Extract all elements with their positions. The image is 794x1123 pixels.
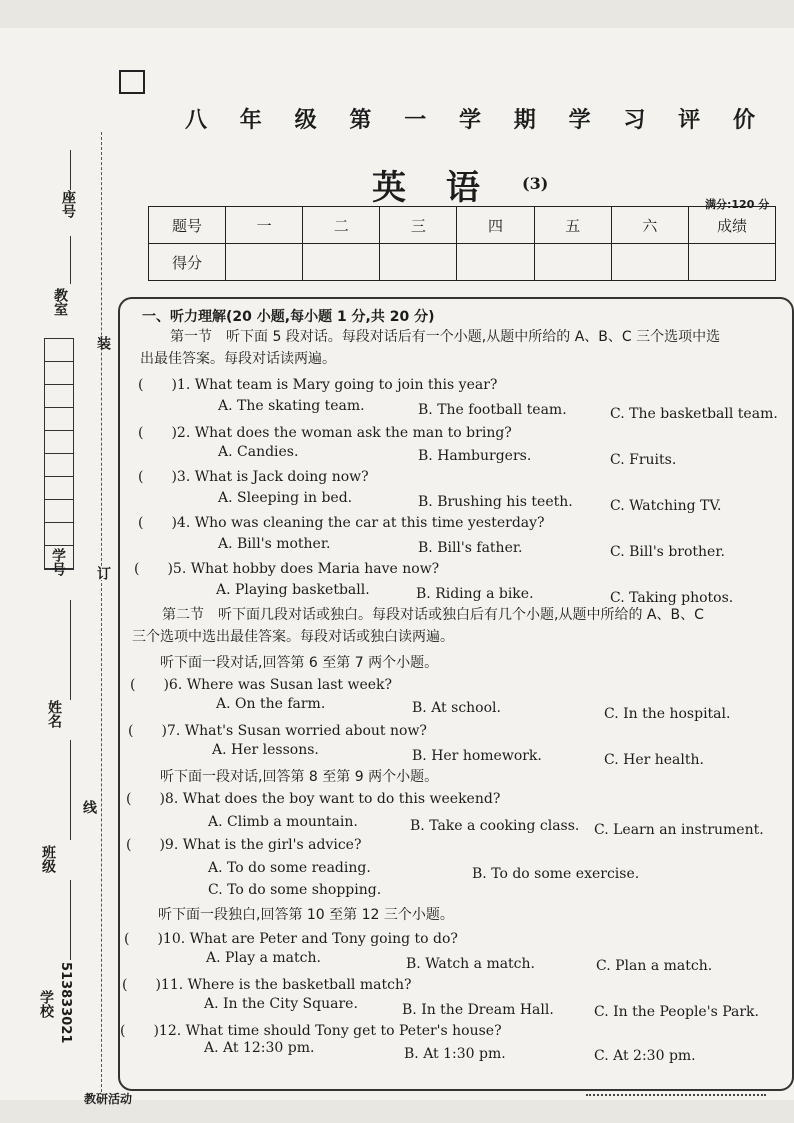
- score-cell[interactable]: [611, 244, 688, 281]
- option-c[interactable]: C. Taking photos.: [610, 590, 734, 606]
- option-b[interactable]: B. Riding a bike.: [416, 586, 534, 602]
- question-stem: ( )9. What is the girl's advice?: [126, 837, 362, 853]
- option-a[interactable]: A. Bill's mother.: [218, 536, 331, 552]
- part1-instruction-cont: 出最佳答案。每段对话读两遍。: [140, 351, 336, 367]
- classroom-label: 教室: [52, 288, 68, 316]
- question-stem: ( )3. What is Jack doing now?: [138, 469, 369, 485]
- option-c[interactable]: C. Fruits.: [610, 452, 677, 468]
- student-no-label: 学号: [50, 548, 66, 576]
- question-stem: ( )12. What time should Tony get to Peter's house?: [120, 1023, 502, 1039]
- question-stem: ( )5. What hobby does Maria have now?: [134, 561, 440, 577]
- footer-label: 教研活动: [84, 1092, 133, 1106]
- option-a[interactable]: A. Candies.: [218, 444, 299, 460]
- option-c[interactable]: C. To do some shopping.: [208, 882, 382, 898]
- question-stem: ( )6. Where was Susan last week?: [130, 677, 393, 693]
- ding-mark: 订: [95, 566, 111, 580]
- section-title: 一、听力理解(20 小题,每小题 1 分,共 20 分): [142, 309, 435, 325]
- option-a[interactable]: A. Her lessons.: [212, 742, 319, 758]
- question-stem: ( )7. What's Susan worried about now?: [128, 723, 427, 739]
- xian-mark: 线: [81, 800, 97, 814]
- option-c[interactable]: C. In the hospital.: [604, 706, 731, 722]
- score-cell[interactable]: [534, 244, 611, 281]
- student-id-boxes[interactable]: [44, 338, 74, 570]
- option-b[interactable]: B. To do some exercise.: [472, 866, 640, 882]
- option-b[interactable]: B. At school.: [412, 700, 501, 716]
- option-c[interactable]: C. At 2:30 pm.: [594, 1048, 696, 1064]
- option-b[interactable]: B. At 1:30 pm.: [404, 1046, 506, 1062]
- school-label: 学校: [38, 990, 54, 1018]
- paper-number: (3): [522, 174, 549, 193]
- question-stem: ( )10. What are Peter and Tony going to do?: [124, 931, 458, 947]
- option-c[interactable]: C. Her health.: [604, 752, 704, 768]
- dialogue-intro: 听下面一段对话,回答第 6 至第 7 两个小题。: [160, 655, 439, 671]
- option-a[interactable]: A. On the farm.: [216, 696, 326, 712]
- option-a[interactable]: A. Sleeping in bed.: [218, 490, 353, 506]
- monologue-intro: 听下面一段独白,回答第 10 至第 12 三个小题。: [158, 907, 454, 923]
- option-a[interactable]: A. The skating team.: [218, 398, 365, 414]
- option-b[interactable]: B. Watch a match.: [406, 956, 535, 972]
- class-underline: [70, 880, 71, 960]
- part2-instruction-cont: 三个选项中选出最佳答案。每段对话或独白读两遍。: [132, 629, 454, 645]
- zhuang-mark: 装: [95, 336, 111, 350]
- score-cell[interactable]: [226, 244, 303, 281]
- option-b[interactable]: B. The football team.: [418, 402, 567, 418]
- score-cell[interactable]: [457, 244, 534, 281]
- question-stem: ( )11. Where is the basketball match?: [122, 977, 412, 993]
- seat-label: 座号: [60, 190, 76, 218]
- option-a[interactable]: A. Climb a mountain.: [208, 814, 358, 830]
- option-a[interactable]: A. Playing basketball.: [216, 582, 370, 598]
- total-score-cell[interactable]: [689, 244, 776, 281]
- option-b[interactable]: B. Her homework.: [412, 748, 542, 764]
- full-score: 满分:120 分: [705, 198, 770, 211]
- subject-title: 英 语: [372, 168, 494, 208]
- part1-instruction: 第一节 听下面 5 段对话。每段对话后有一个小题,从题中所给的 A、B、C 三个选项中选: [170, 329, 721, 345]
- option-b[interactable]: B. Bill's father.: [418, 540, 523, 556]
- part2-instruction: 第二节 听下面几段对话或独白。每段对话或独白后有几个小题,从题中所给的 A、B、C: [162, 607, 704, 623]
- score-table-score-row: 得分: [149, 244, 776, 281]
- score-table: [148, 206, 776, 281]
- student-no-underline: [70, 600, 71, 700]
- option-b[interactable]: B. In the Dream Hall.: [402, 1002, 554, 1018]
- question-stem: ( )4. Who was cleaning the car at this time yesterday?: [138, 515, 545, 531]
- option-a[interactable]: A. In the City Square.: [204, 996, 358, 1012]
- serial-number: 513833021: [58, 962, 73, 1044]
- seat-underline: [70, 150, 71, 190]
- question-stem: ( )1. What team is Mary going to join this year?: [138, 377, 498, 393]
- score-table-header-row: 题号 一 二 三 四 五 六 成绩: [149, 207, 776, 244]
- option-a[interactable]: A. To do some reading.: [208, 860, 371, 876]
- option-c[interactable]: C. Learn an instrument.: [594, 822, 764, 838]
- option-c[interactable]: C. In the People's Park.: [594, 1004, 759, 1020]
- option-c[interactable]: C. Watching TV.: [610, 498, 722, 514]
- question-stem: ( )8. What does the boy want to do this weekend?: [126, 791, 501, 807]
- option-a[interactable]: A. Play a match.: [206, 950, 321, 966]
- option-b[interactable]: B. Brushing his teeth.: [418, 494, 573, 510]
- footer-divider: [586, 1094, 766, 1096]
- option-b[interactable]: B. Take a cooking class.: [410, 818, 580, 834]
- corner-mark: [119, 70, 145, 94]
- option-c[interactable]: C. Plan a match.: [596, 958, 713, 974]
- dialogue-intro: 听下面一段对话,回答第 8 至第 9 两个小题。: [160, 769, 439, 785]
- name-label: 姓名: [46, 700, 62, 728]
- score-cell[interactable]: [380, 244, 457, 281]
- name-underline: [70, 740, 71, 840]
- option-c[interactable]: C. The basketball team.: [610, 406, 778, 422]
- binding-line: [101, 132, 102, 1092]
- exam-title: 八 年 级 第 一 学 期 学 习 评 价: [185, 108, 755, 133]
- option-b[interactable]: B. Hamburgers.: [418, 448, 532, 464]
- option-c[interactable]: C. Bill's brother.: [610, 544, 725, 560]
- question-stem: ( )2. What does the woman ask the man to bring?: [138, 425, 512, 441]
- classroom-underline: [70, 236, 71, 284]
- score-cell[interactable]: [303, 244, 380, 281]
- option-a[interactable]: A. At 12:30 pm.: [204, 1040, 315, 1056]
- class-label: 班级: [40, 845, 56, 873]
